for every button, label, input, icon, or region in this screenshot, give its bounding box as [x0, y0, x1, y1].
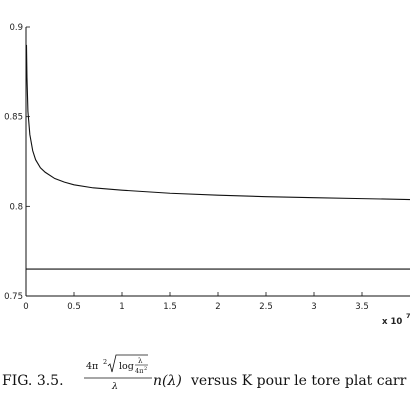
caption-inner-num: λ	[138, 357, 143, 365]
caption-sqrt-log: log	[119, 361, 134, 372]
x-exponent-label: x 10	[382, 317, 403, 327]
caption-prefix: FIG. 3.5.	[2, 373, 64, 389]
y-tick-label: 0.8	[9, 202, 23, 213]
y-tick-label: 0.9	[9, 23, 23, 33]
x-tick-label: 3	[311, 302, 317, 312]
series-line-decreasing	[26, 45, 410, 200]
y-tick-label: 0.85	[4, 112, 23, 123]
figure-caption	[2, 355, 407, 392]
caption-fraction-den: λ	[112, 381, 119, 392]
caption-inner-den: 4π	[135, 367, 144, 375]
caption-num-coeff-sup: 2	[103, 358, 108, 366]
x-tick-label: 2	[215, 302, 221, 312]
series-lines	[26, 45, 410, 269]
x-tick-label: 1.5	[163, 302, 177, 312]
caption-rest: versus K pour le tore plat carr	[191, 373, 407, 389]
x-tick-label: 1	[119, 302, 125, 312]
x-tick-label: 0	[23, 302, 29, 312]
x-tick-label: 0.5	[67, 302, 81, 312]
x-exponent	[382, 312, 411, 327]
caption-inner-den-sup: 2	[144, 366, 148, 372]
y-tick-label: 0.75	[4, 292, 23, 302]
chart-plot-area	[4, 23, 410, 312]
chart	[4, 23, 410, 327]
x-tick-label: 2.5	[259, 302, 273, 312]
caption-num-coeff: 4π	[86, 361, 99, 372]
caption-function: n(λ)	[153, 373, 182, 389]
x-exponent-power: 7	[406, 312, 411, 320]
x-tick-label: 3.5	[355, 302, 369, 312]
